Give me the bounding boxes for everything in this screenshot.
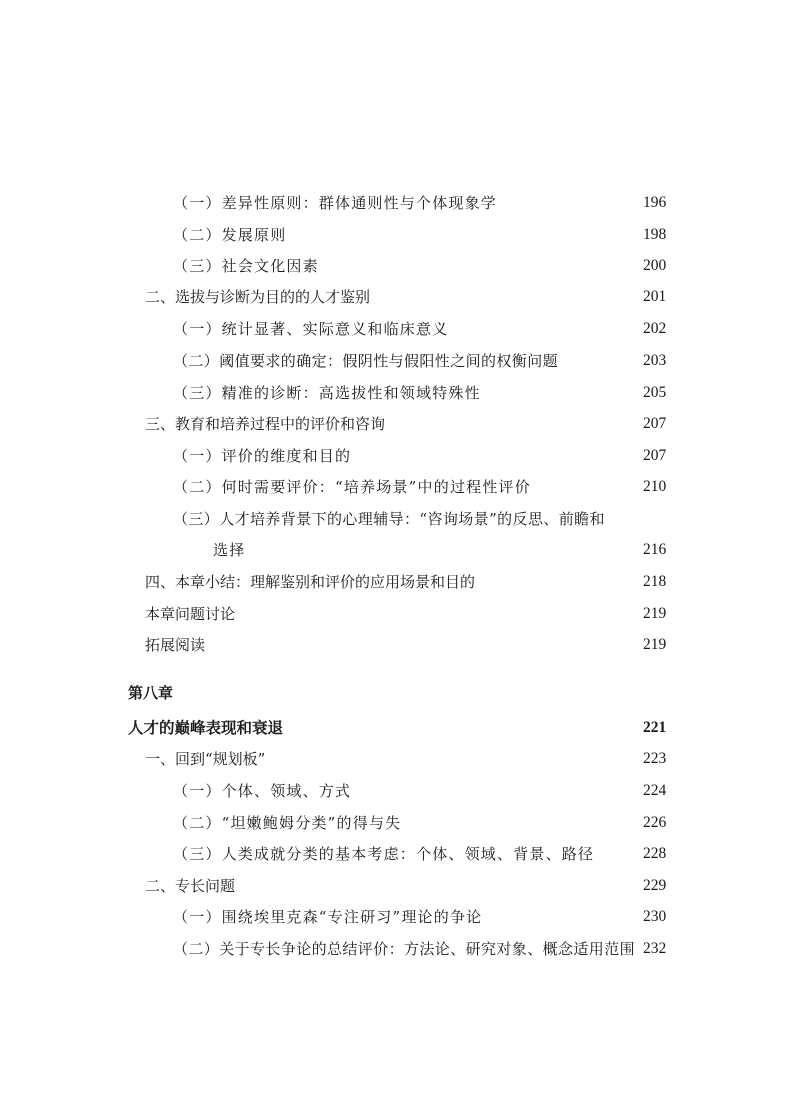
chapter-title-page: 221	[643, 719, 667, 736]
toc-entry-page: 202	[643, 320, 667, 337]
toc-entry-title: （一）个体、领域、方式	[173, 782, 352, 800]
chapter-label: 第八章	[128, 684, 174, 702]
toc-entry-title: （二）“坦嫩鲍姆分类”的得与失	[173, 814, 402, 832]
toc-entry-page: 232	[643, 940, 667, 957]
chapter-title-text: 人才的巅峰表现和衰退	[128, 718, 284, 737]
toc-section-page: 201	[643, 288, 667, 305]
toc-entry-page: 207	[643, 447, 667, 464]
toc-entry-title: （三）社会文化因素	[173, 257, 319, 275]
toc-entry-page: 210	[643, 478, 667, 495]
toc-entry	[0, 839, 790, 869]
toc-entry-title: （三）人类成就分类的基本考虑：个体、领域、背景、路径	[173, 845, 595, 863]
toc-entry-page: 226	[643, 814, 667, 831]
toc-entry-page: 203	[643, 352, 667, 369]
toc-section-title: 拓展阅读	[145, 636, 206, 654]
toc-section	[0, 871, 790, 901]
toc-section-page: 219	[643, 636, 667, 653]
toc-entry-title: （二）何时需要评价：“培养场景”中的过程性评价	[173, 478, 531, 496]
chapter-title	[0, 713, 790, 743]
chapter-number	[0, 678, 790, 708]
toc-section-title: 一、回到“规划板”	[145, 750, 266, 768]
toc-section-title: 二、专长问题	[145, 877, 236, 895]
toc-entry-title: （三）精准的诊断：高选拔性和领域特殊性	[173, 384, 481, 402]
toc-entry	[0, 504, 790, 534]
toc-entry-title: （二）发展原则	[173, 226, 287, 244]
toc-entry	[0, 188, 790, 218]
toc-entry	[0, 902, 790, 932]
toc-entry-title: 选择	[213, 541, 246, 559]
toc-entry	[0, 934, 790, 964]
toc-section-page: 207	[643, 415, 667, 432]
toc-section-title: 四、本章小结：理解鉴别和评价的应用场景和目的	[145, 573, 476, 591]
toc-entry	[0, 441, 790, 471]
toc-entry	[0, 346, 790, 376]
toc-entry-title: （一）围绕埃里克森“专注研习”理论的争论	[173, 908, 483, 926]
toc-entry-page: 230	[643, 908, 667, 925]
toc-section	[0, 630, 790, 660]
toc-entry	[0, 314, 790, 344]
toc-entry-title: （二）关于专长争论的总结评价：方法论、研究对象、概念适用范围	[173, 940, 636, 958]
toc-entry-page: 196	[643, 194, 667, 211]
toc-entry	[0, 808, 790, 838]
toc-entry	[0, 220, 790, 250]
toc-entry-page: 224	[643, 782, 667, 799]
toc-entry-page: 198	[643, 226, 667, 243]
toc-section	[0, 599, 790, 629]
toc-entry-page: 228	[643, 845, 667, 862]
toc-entry-title: （三）人才培养背景下的心理辅导：“咨询场景”的反思、前瞻和	[173, 510, 605, 528]
toc-entry	[0, 378, 790, 408]
toc-entry-title: （二）阈值要求的确定：假阴性与假阳性之间的权衡问题	[173, 352, 559, 370]
toc-section	[0, 409, 790, 439]
toc-section-title: 二、选拔与诊断为目的的人才鉴别	[145, 288, 371, 306]
toc-section-title: 本章问题讨论	[145, 605, 236, 623]
toc-entry	[0, 776, 790, 806]
toc-section-title: 三、教育和培养过程中的评价和咨询	[145, 415, 386, 433]
toc-section	[0, 567, 790, 597]
toc-section-page: 218	[643, 573, 667, 590]
toc-entry-continuation	[0, 535, 790, 565]
toc-entry-page: 205	[643, 384, 667, 401]
toc-entry	[0, 472, 790, 502]
toc-section-page: 219	[643, 605, 667, 622]
toc-entry	[0, 251, 790, 281]
toc-section	[0, 744, 790, 774]
toc-section	[0, 282, 790, 312]
toc-entry-page: 200	[643, 257, 667, 274]
toc-section-page: 229	[643, 877, 667, 894]
toc-section-page: 223	[643, 750, 667, 767]
toc-entry-title: （一）统计显著、实际意义和临床意义	[173, 320, 449, 338]
toc-entry-title: （一）评价的维度和目的	[173, 447, 352, 465]
toc-entry-title: （一）差异性原则：群体通则性与个体现象学	[173, 194, 498, 212]
toc-entry-page: 216	[643, 541, 667, 558]
